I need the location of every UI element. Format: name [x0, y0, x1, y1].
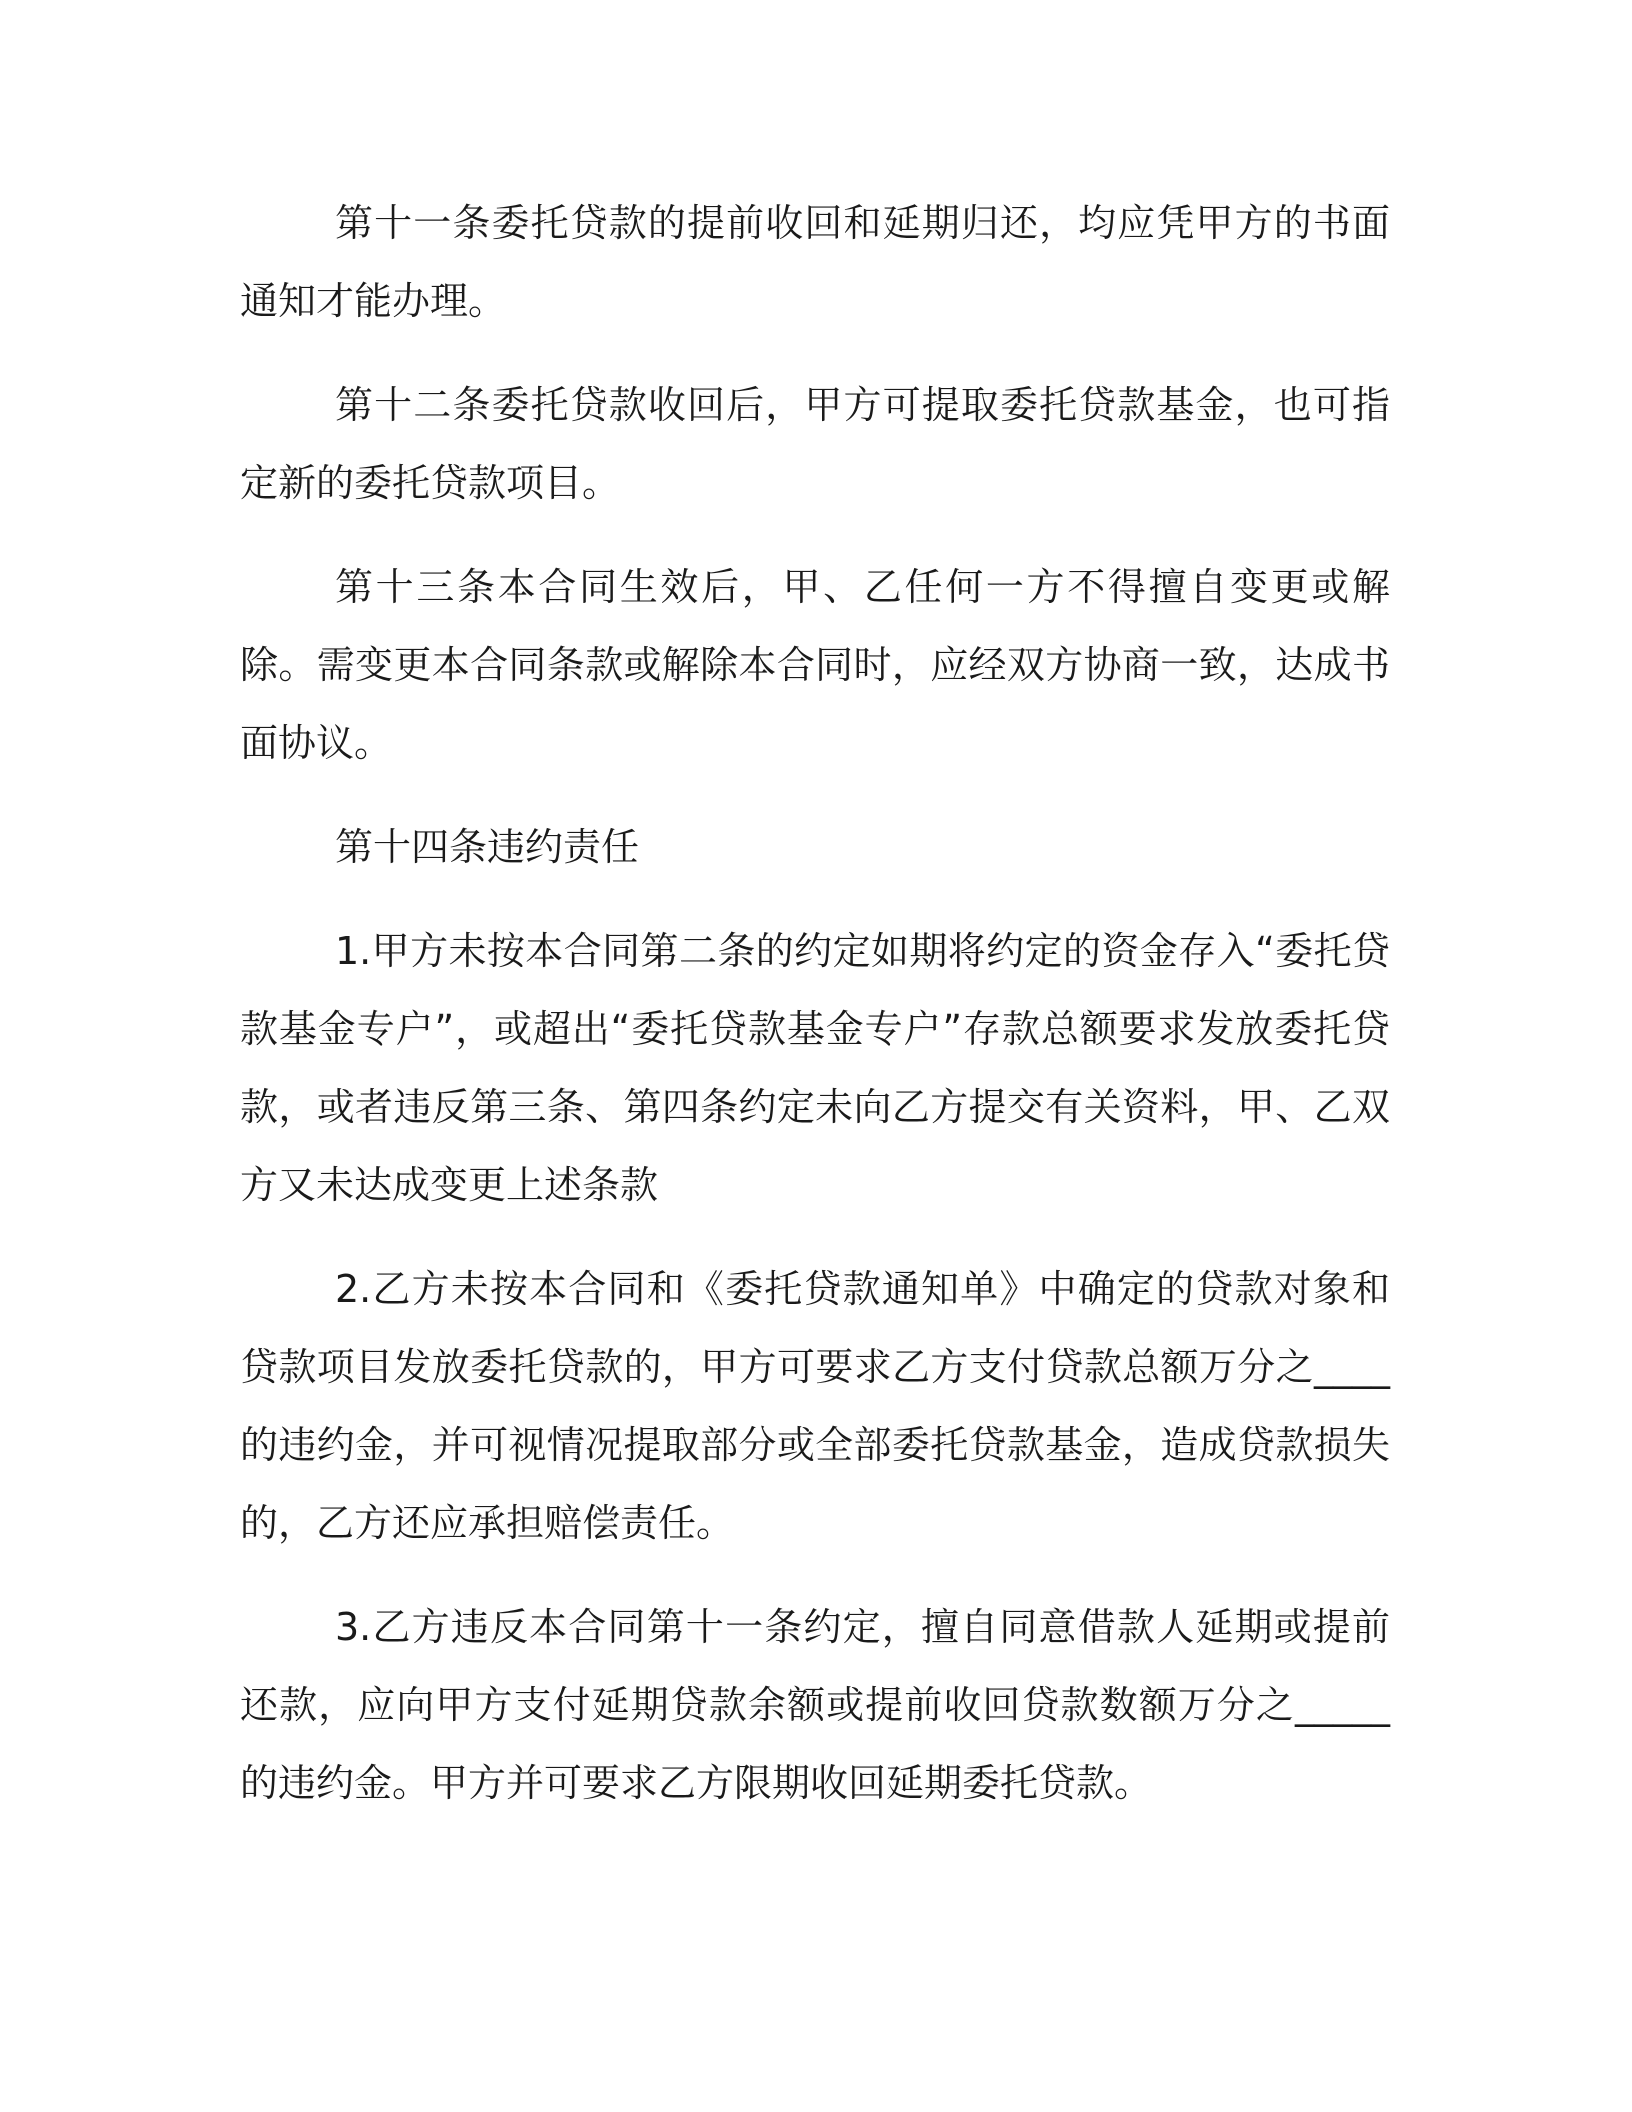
liability-clause-1: 1.甲方未按本合同第二条的约定如期将约定的资金存入“委托贷款基金专户”，或超出“委托贷款基金专户”存款总额要求发放委托贷款，或者违反第三条、第四条约定未向乙方提交有关资料，甲、乙双方又未达成变更上述条款: [240, 929, 1390, 1207]
article-12-paragraph: 第十二条委托贷款收回后，甲方可提取委托贷款基金，也可指定新的委托贷款项目。: [240, 383, 1390, 505]
document-body: [240, 184, 1390, 1848]
article-13-paragraph: 第十三条本合同生效后，甲、乙任何一方不得擅自变更或解除。需变更本合同条款或解除本合同时，应经双方协商一致，达成书面协议。: [240, 565, 1390, 765]
article-11-paragraph: 第十一条委托贷款的提前收回和延期归还，均应凭甲方的书面通知才能办理。: [240, 201, 1390, 323]
liability-clause-2: 2.乙方未按本合同和《委托贷款通知单》中确定的贷款对象和贷款项目发放委托贷款的，甲方可要求乙方支付贷款总额万分之____的违约金，并可视情况提取部分或全部委托贷款基金，造成贷款损失的，乙方还应承担赔偿责任。: [240, 1267, 1390, 1545]
liability-clause-3: 3.乙方违反本合同第十一条约定，擅自同意借款人延期或提前还款，应向甲方支付延期贷款余额或提前收回贷款数额万分之_____的违约金。甲方并可要求乙方限期收回延期委托贷款。: [240, 1605, 1390, 1805]
article-14-heading: 第十四条违约责任: [335, 825, 640, 869]
